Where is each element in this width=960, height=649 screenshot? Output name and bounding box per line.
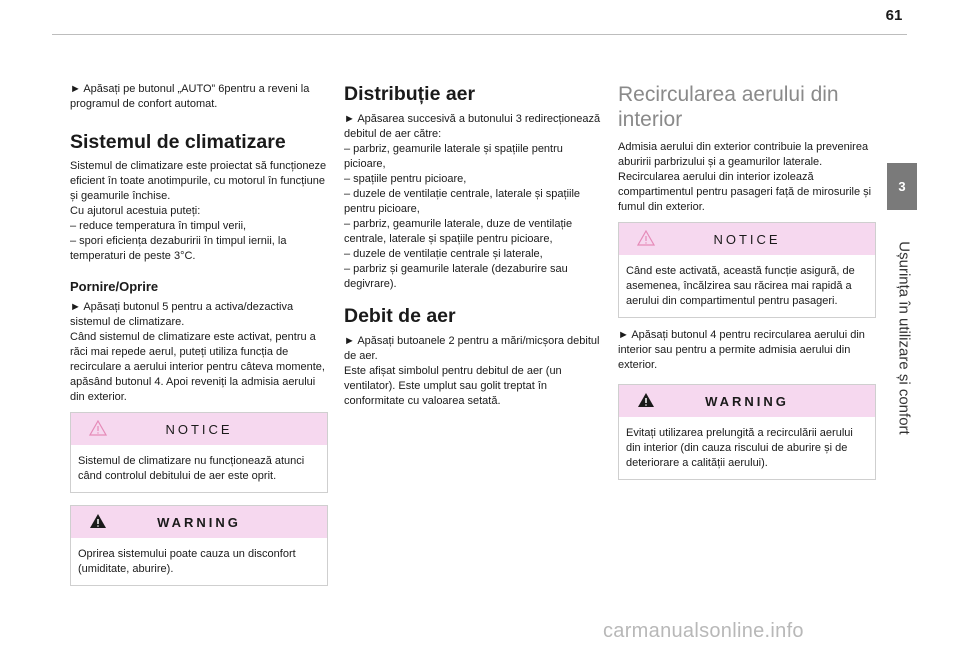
dist-paragraph-7: – parbriz și geamurile laterale (dezaburire sau degivrare).: [344, 263, 568, 290]
heading-ac-system: Sistemul de climatizare: [70, 131, 286, 153]
dist-paragraph-1: ► Apăsarea succesivă a butonului 3 redirecționează debitul de aer către:: [344, 113, 601, 140]
ac-paragraph-1: Sistemul de climatizare este proiectat să funcționeze eficient în toate anotimpurile, cu motorul în funcțiune și geamurile închise.: [70, 160, 327, 202]
recirc-paragraph-1: Admisia aerului din exterior contribuie la prevenirea aburirii parbrizului și a geamurilor laterale.: [618, 141, 869, 168]
chapter-tab: [887, 163, 917, 210]
watermark-link[interactable]: carmanualsonline.info: [603, 620, 804, 642]
caution-triangle-outline-icon: [89, 420, 107, 436]
notice-box: [70, 412, 328, 493]
onoff-paragraph-1: ► Apăsați butonul 5 pentru a activa/dezactiva sistemul de climatizare.: [70, 301, 294, 328]
warning-title: WARNING: [157, 514, 241, 530]
onoff-paragraph-2: Când sistemul de climatizare este activat, pentru a răci mai repede aerul, puteți utiliza funcția de recirculare a aerului interior pentru câteva momente, apăsând butonul 4. Apoi reveniți la admisia aerului din exterior.: [70, 331, 325, 403]
ac-paragraph-3: – reduce temperatura în timpul verii,: [70, 220, 247, 232]
caution-triangle-outline-icon: [637, 230, 655, 246]
flow-paragraph-1: ► Apăsați butoanele 2 pentru a mări/micșora debitul de aer.: [344, 335, 600, 362]
chapter-number: 3: [898, 179, 906, 194]
recirc-paragraph-2: Recircularea aerului din interior izolează compartimentul pentru pasageri față de mirosurile și fumul din exterior.: [618, 171, 872, 213]
heading-air-distribution: Distribuție aer: [344, 83, 476, 105]
intro-paragraph: ► Apăsați pe butonul „AUTO” 6pentru a reveni la programul de confort automat.: [70, 83, 310, 110]
heading-air-flow: Debit de aer: [344, 305, 456, 327]
header-rule: [52, 34, 907, 35]
ac-paragraph-2: Cu ajutorul acestuia puteți:: [70, 205, 201, 217]
warning-header: [71, 506, 327, 538]
dist-paragraph-5: – parbriz, geamurile laterale, duze de ventilație centrale, laterale și spațiile pentru picioare,: [344, 218, 573, 245]
notice-text: Sistemul de climatizare nu funcționează atunci când controlul debitului de aer este oprit.: [78, 455, 305, 482]
notice-title: NOTICE: [165, 421, 233, 437]
notice-box-2: [618, 222, 876, 318]
warning-box: [70, 505, 328, 586]
page-number: 61: [885, 7, 903, 24]
notice-text-2: Când este activată, această funcție asigură, de asemenea, încălzirea sau răcirea mai rapidă a aerului din compartimentul pentru pasageri.: [626, 265, 855, 307]
notice-title-2: NOTICE: [713, 231, 781, 247]
warning-triangle-filled-icon: [637, 392, 655, 408]
dist-paragraph-6: – duzele de ventilație centrale și laterale,: [344, 248, 543, 260]
dist-paragraph-3: – spațiile pentru picioare,: [344, 173, 467, 185]
column-right: [618, 82, 876, 480]
notice-header-2: [619, 223, 875, 255]
chapter-title: Ușurința în utilizare și confort: [895, 241, 913, 435]
notice-header: [71, 413, 327, 445]
warning-title-2: WARNING: [705, 393, 789, 409]
column-left: [70, 82, 328, 586]
recirc-button-paragraph: ► Apăsați butonul 4 pentru recircularea aerului din interior sau pentru a permite admisia aerului din exterior.: [618, 329, 865, 371]
flow-paragraph-2: Este afișat simbolul pentru debitul de aer (un ventilator). Este umplut sau golit treptat în conformitate cu valoarea setată.: [344, 365, 562, 407]
dist-paragraph-2: – parbriz, geamurile laterale și spațiile pentru picioare,: [344, 143, 563, 170]
column-middle: [344, 82, 602, 409]
dist-paragraph-4: – duzele de ventilație centrale, laterale și spațiile pentru picioare,: [344, 188, 581, 215]
heading-on-off: Pornire/Oprire: [70, 279, 159, 294]
heading-recirculation: Recircularea aerului din interior: [618, 83, 839, 131]
warning-header-2: [619, 385, 875, 417]
warning-box-2: [618, 384, 876, 480]
ac-paragraph-4: – spori eficiența dezaburirii în timpul iernii, la temperaturi de peste 3°C.: [70, 235, 287, 262]
warning-text-2: Evitați utilizarea prelungită a recirculării aerului din interior (din cauza riscului de aburire și de deteriorare a calității aerului).: [626, 427, 853, 469]
warning-text: Oprirea sistemului poate cauza un disconfort (umiditate, aburire).: [78, 548, 296, 575]
warning-triangle-filled-icon: [89, 513, 107, 529]
